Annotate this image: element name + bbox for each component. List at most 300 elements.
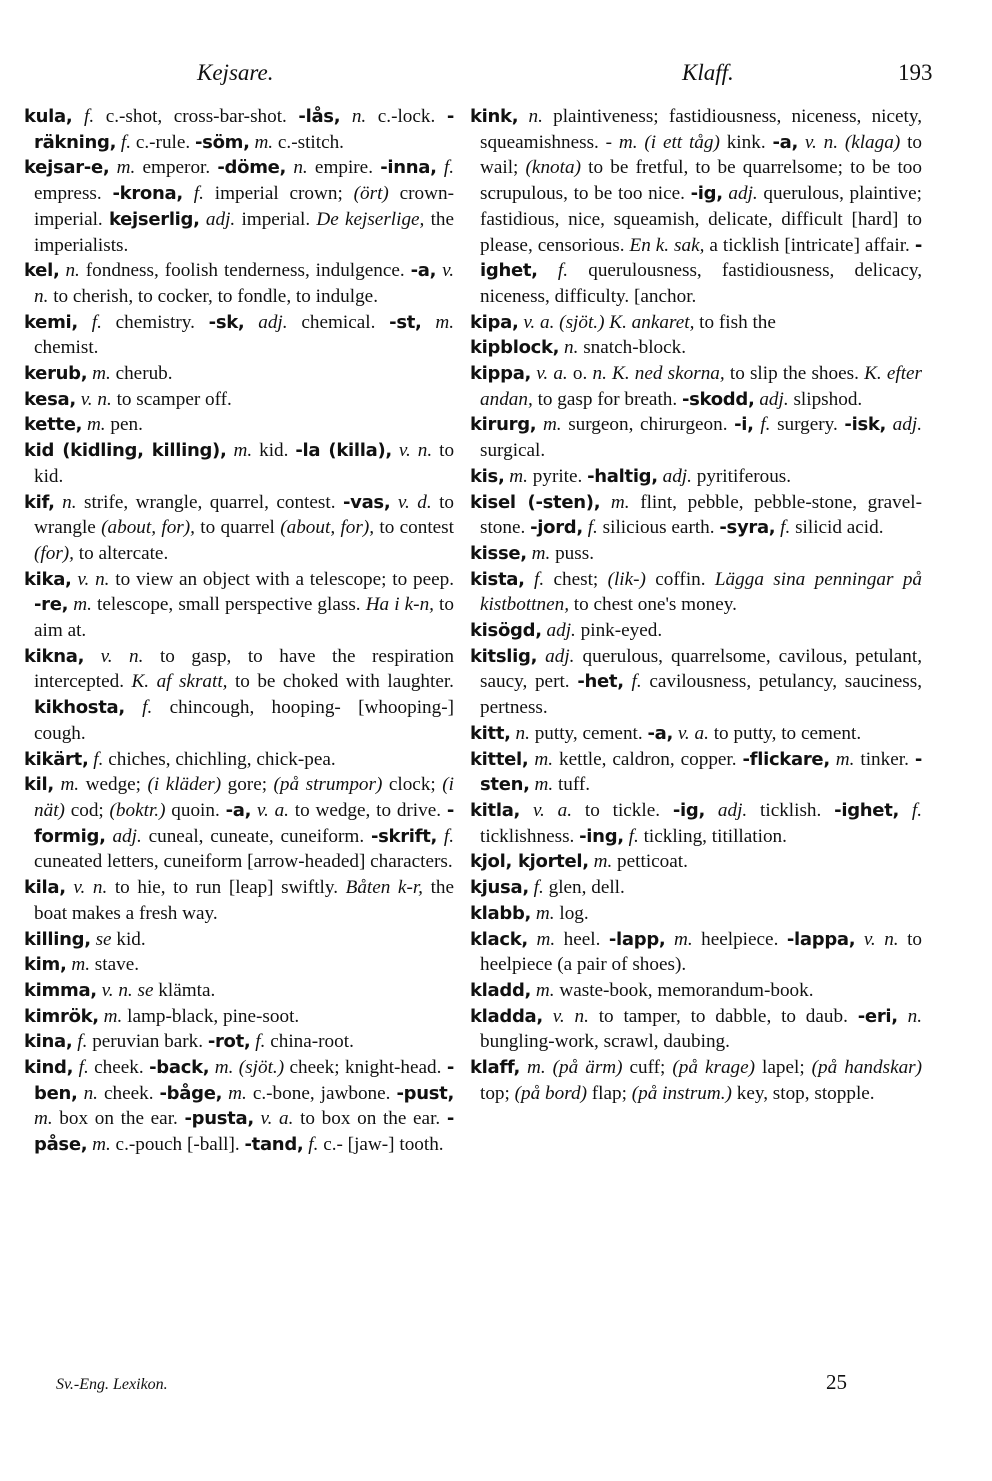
definition-text: c.-rule. bbox=[131, 131, 195, 153]
headword: -båge, bbox=[159, 1082, 223, 1104]
definition-text bbox=[899, 800, 912, 821]
definition-text: empire. bbox=[307, 157, 381, 179]
grammar-label: f. bbox=[120, 131, 132, 153]
definition-text bbox=[525, 569, 534, 590]
grammar-label: adj. bbox=[728, 183, 758, 205]
headword: -ig, bbox=[672, 799, 706, 821]
grammar-label: m. bbox=[73, 594, 92, 616]
grammar-label: n. K. ned skorna, bbox=[592, 363, 725, 385]
grammar-label: m. bbox=[673, 928, 693, 950]
grammar-label: v. n. bbox=[398, 440, 433, 462]
headword: kesa, bbox=[24, 388, 76, 410]
definition-text: querulousness, fastidiousness, delicacy, niceness, difficulty. [anchor. bbox=[480, 260, 922, 307]
dictionary-entry bbox=[470, 541, 922, 567]
dictionary-entry bbox=[24, 927, 454, 953]
headword: -st, bbox=[389, 311, 422, 333]
definition-text bbox=[55, 492, 62, 513]
headword: kis, bbox=[470, 465, 505, 487]
grammar-label: (på krage) bbox=[672, 1057, 756, 1079]
grammar-label: m. bbox=[610, 491, 630, 513]
headword: -back, bbox=[149, 1057, 210, 1079]
definition-text: silicious earth. bbox=[597, 517, 720, 539]
definition-text bbox=[898, 1006, 908, 1027]
headword: kimrök, bbox=[24, 1005, 99, 1027]
grammar-label: v. a. (sjöt.) K. ankaret, bbox=[523, 311, 695, 333]
definition-text: crown-imperial. bbox=[34, 183, 454, 230]
headword: kitt, bbox=[470, 722, 511, 744]
grammar-label: m. bbox=[34, 1108, 53, 1130]
headword: kista, bbox=[470, 568, 525, 590]
definition-text: to chest one's money. bbox=[569, 594, 737, 616]
definition-text bbox=[183, 183, 194, 204]
grammar-label: Ha i k-n, bbox=[365, 594, 434, 616]
definition-text: kink. bbox=[719, 131, 773, 153]
definition-text: cheek. bbox=[88, 1057, 150, 1079]
definition-text bbox=[886, 414, 893, 435]
definition-text: pyritiferous. bbox=[691, 465, 792, 487]
definition-text bbox=[422, 312, 436, 333]
headword: -a, bbox=[647, 722, 674, 744]
grammar-label: m. bbox=[254, 131, 274, 153]
headword: kejsar-e, bbox=[24, 157, 110, 179]
left-column bbox=[24, 104, 454, 1158]
headword: kerub, bbox=[24, 363, 88, 385]
headword: kikna, bbox=[24, 645, 85, 667]
headword: -a, bbox=[772, 131, 799, 153]
grammar-label: adj. bbox=[717, 799, 748, 821]
grammar-label: K. af skratt, bbox=[131, 671, 228, 693]
dictionary-entry bbox=[24, 310, 454, 361]
dictionary-entry bbox=[24, 490, 454, 567]
definition-text bbox=[78, 312, 92, 333]
dictionary-entry bbox=[24, 978, 454, 1004]
definition-text: plaintiveness; fastidiousness, niceness, nicety, squeamishness. - bbox=[480, 106, 923, 153]
definition-text: cuneated letters, cuneiform [arrow-headed] characters. bbox=[34, 851, 453, 873]
definition-text: c.-pouch [-ball]. bbox=[110, 1134, 245, 1156]
grammar-label: m. bbox=[593, 851, 613, 873]
definition-text: cheek. bbox=[97, 1082, 160, 1104]
dictionary-entry bbox=[24, 387, 454, 413]
grammar-label: m. bbox=[103, 1005, 123, 1027]
dictionary-entry bbox=[24, 567, 454, 644]
definition-text: surgeon, chirurgeon. bbox=[561, 414, 735, 436]
definition-text: pyrite. bbox=[527, 465, 588, 487]
definition-text: silicid acid. bbox=[790, 517, 884, 539]
grammar-label: m. bbox=[835, 748, 855, 770]
headword: -ing, bbox=[579, 825, 624, 847]
grammar-label: (about, for), bbox=[280, 517, 375, 539]
grammar-label: m. bbox=[531, 542, 551, 564]
definition-text: pen. bbox=[105, 414, 143, 436]
definition-text: kid. bbox=[252, 440, 296, 462]
grammar-label: n. bbox=[351, 106, 367, 127]
dictionary-entry bbox=[24, 952, 454, 978]
headword: kim, bbox=[24, 954, 67, 976]
grammar-label: f. bbox=[587, 517, 598, 539]
grammar-label: Lägga sina penningar på kistbottnen, bbox=[480, 568, 923, 616]
grammar-label: v. n. (klaga) bbox=[804, 131, 901, 153]
definition-text: chemist. bbox=[34, 337, 99, 359]
definition-text bbox=[600, 492, 611, 513]
headword: -inna, bbox=[380, 157, 437, 179]
definition-text bbox=[624, 671, 632, 692]
headword: kikhosta, bbox=[34, 697, 125, 719]
headword: -ighet, bbox=[834, 799, 900, 821]
definition-text: chiches, chichling, chick-pea. bbox=[103, 748, 336, 770]
grammar-label: n. bbox=[293, 157, 308, 179]
definition-text: c.-bone, jawbone. bbox=[246, 1082, 397, 1104]
grammar-label: m. bbox=[92, 1134, 111, 1156]
definition-text bbox=[390, 492, 397, 513]
grammar-label: m. bbox=[534, 774, 554, 796]
definition-text bbox=[536, 414, 543, 435]
grammar-label: K. efter andan, bbox=[480, 363, 923, 410]
grammar-label: v. d. bbox=[397, 491, 432, 513]
definition-text: heel. bbox=[555, 928, 609, 950]
headword: kette, bbox=[24, 414, 83, 436]
definition-text: to kid. bbox=[34, 440, 455, 487]
headword: kladda, bbox=[470, 1005, 543, 1027]
headword: -pust, bbox=[396, 1082, 454, 1104]
definition-text: log. bbox=[554, 902, 589, 924]
grammar-label: m. bbox=[116, 157, 136, 179]
definition-text: klämta. bbox=[153, 979, 216, 1001]
grammar-label: (på instrum.) bbox=[631, 1082, 732, 1104]
grammar-label: adj. bbox=[759, 388, 789, 410]
grammar-label: m. bbox=[509, 465, 528, 487]
definition-text: empress. bbox=[34, 183, 113, 205]
definition-text: peruvian bark. bbox=[87, 1031, 208, 1053]
headword: kisel (-sten), bbox=[470, 491, 601, 513]
definition-text: to scamper off. bbox=[111, 388, 232, 410]
headword: kjusa, bbox=[470, 877, 529, 899]
definition-text bbox=[665, 929, 674, 950]
definition-text bbox=[227, 440, 234, 461]
dictionary-entry bbox=[470, 901, 922, 927]
grammar-label: v. n. bbox=[77, 568, 110, 590]
headword: kipa, bbox=[470, 311, 519, 333]
grammar-label: f. bbox=[443, 157, 455, 179]
headword: -haltig, bbox=[587, 465, 658, 487]
headword: kila, bbox=[24, 877, 66, 899]
headword: -la (killa), bbox=[295, 440, 392, 462]
definition-text: to contest bbox=[374, 517, 454, 539]
headword: klaff, bbox=[470, 1057, 521, 1079]
definition-text: lamp-black, pine-soot. bbox=[122, 1005, 300, 1027]
definition-text: to wedge, to drive. bbox=[288, 799, 447, 821]
headword: kippa, bbox=[470, 363, 532, 385]
footer-signature: Sv.-Eng. Lexikon. bbox=[56, 1376, 168, 1393]
definition-text: glen, dell. bbox=[543, 877, 625, 899]
headword: kil, bbox=[24, 774, 54, 796]
definition-text bbox=[437, 157, 444, 178]
definition-text bbox=[125, 697, 142, 718]
definition-text: putty, cement. bbox=[529, 722, 648, 744]
definition-text: petticoat. bbox=[612, 851, 688, 873]
headword: -lapp, bbox=[608, 928, 666, 950]
grammar-label: adj. bbox=[112, 825, 142, 847]
headword: -i, bbox=[734, 414, 754, 436]
headword: -eri, bbox=[857, 1005, 898, 1027]
grammar-label: v. n. bbox=[552, 1005, 589, 1027]
grammar-label: m. (på ärm) bbox=[527, 1057, 623, 1079]
grammar-label: n. bbox=[83, 1082, 98, 1104]
grammar-label: m. (sjöt.) bbox=[214, 1057, 285, 1079]
definition-text: ticklish. bbox=[747, 799, 835, 821]
grammar-label: m. bbox=[535, 902, 555, 924]
dictionary-entry bbox=[470, 849, 922, 875]
definition-text: to slip the shoes. bbox=[724, 363, 865, 385]
definition-text: to cherish, to cocker, to fondle, to indulge. bbox=[48, 285, 378, 307]
grammar-label: Båten k-r, bbox=[345, 877, 423, 899]
definition-text: key, stop, stopple. bbox=[731, 1082, 875, 1104]
dictionary-entry bbox=[470, 798, 922, 849]
grammar-label: f. bbox=[77, 1031, 88, 1053]
dictionary-entry bbox=[470, 464, 922, 490]
headword: -påse, bbox=[34, 1108, 455, 1156]
dictionary-entry bbox=[470, 335, 922, 361]
grammar-label: f. bbox=[78, 1057, 89, 1079]
headword: -ben, bbox=[34, 1057, 455, 1104]
headword: -vas, bbox=[342, 491, 391, 513]
headword: kina, bbox=[24, 1031, 73, 1053]
dictionary-entry bbox=[470, 310, 922, 336]
dictionary-entry bbox=[470, 747, 922, 798]
definition-text: ticklishness. bbox=[480, 825, 580, 847]
grammar-label: (i nät) bbox=[34, 774, 454, 821]
definition-text bbox=[855, 929, 864, 950]
definition-text: heelpiece. bbox=[692, 928, 787, 950]
dictionary-entry bbox=[470, 978, 922, 1004]
headword: -re, bbox=[34, 594, 69, 616]
headword: kipblock, bbox=[470, 337, 560, 359]
headword: -flickare, bbox=[742, 748, 830, 770]
headword: kittel, bbox=[470, 748, 529, 770]
definition-text bbox=[518, 106, 528, 127]
grammar-label: (boktr.) bbox=[109, 799, 166, 821]
grammar-label: m. bbox=[228, 1082, 247, 1104]
grammar-label: m. bbox=[435, 311, 455, 333]
definition-text: to view an object with a telescope; to peep. bbox=[109, 568, 455, 590]
headword: kitslig, bbox=[470, 645, 538, 667]
definition-text: snatch-block. bbox=[578, 337, 687, 359]
headword: kemi, bbox=[24, 311, 78, 333]
grammar-label: (på bord) bbox=[514, 1082, 587, 1104]
dictionary-entry bbox=[24, 1029, 454, 1055]
definition-text: to wail; bbox=[480, 131, 922, 179]
definition-text: tuff. bbox=[553, 774, 591, 796]
grammar-label: (knota) bbox=[525, 157, 581, 179]
definition-text: telescope, small perspective glass. bbox=[91, 594, 366, 616]
grammar-label: adj. bbox=[258, 311, 288, 333]
definition-text: to be fretful, to be quarrelsome; to be too scrupulous, to be too nice. bbox=[480, 157, 922, 205]
definition-text: cuff; bbox=[622, 1057, 673, 1079]
definition-text: to gasp, to have the respiration intercepted. bbox=[34, 645, 455, 693]
dictionary-entry bbox=[470, 361, 922, 412]
headword: -formig, bbox=[34, 799, 454, 847]
definition-text: chincough, hooping- [whooping-] cough. bbox=[34, 697, 454, 744]
headword: klack, bbox=[470, 928, 528, 950]
grammar-label: n. bbox=[65, 260, 80, 282]
dictionary-entry bbox=[24, 258, 454, 309]
definition-text bbox=[254, 1108, 261, 1129]
grammar-label: m. bbox=[534, 748, 554, 770]
definition-text bbox=[72, 106, 84, 127]
grammar-label: v. n. bbox=[73, 877, 108, 899]
definition-text: clock; bbox=[382, 774, 443, 796]
definition-text: quoin. bbox=[165, 799, 226, 821]
headword: kimma, bbox=[24, 979, 97, 1001]
definition-text: to fish the bbox=[694, 311, 776, 333]
headword: kladd, bbox=[470, 979, 532, 1001]
grammar-label: f. bbox=[193, 183, 204, 205]
definition-text: to hie, to run [leap] swiftly. bbox=[107, 877, 346, 899]
definition-text: to wrangle bbox=[34, 491, 455, 539]
grammar-label: f. bbox=[533, 877, 544, 899]
definition-text: top; bbox=[480, 1082, 515, 1104]
definition-text: cuneal, cuneate, cuneiform. bbox=[141, 825, 371, 847]
headword: kid (kidling, killing), bbox=[24, 440, 227, 462]
grammar-label: v. a. bbox=[532, 799, 573, 821]
grammar-label: n. bbox=[564, 337, 579, 359]
dictionary-entry bbox=[24, 772, 454, 875]
headword: -sk, bbox=[208, 311, 245, 333]
dictionary-entry bbox=[470, 721, 922, 747]
dictionary-entry bbox=[24, 1004, 454, 1030]
definition-text: to tickle. bbox=[572, 799, 673, 821]
dictionary-entry bbox=[24, 1055, 454, 1158]
headword: -lappa, bbox=[786, 928, 856, 950]
grammar-label: f. bbox=[557, 260, 569, 282]
grammar-label: v. n. se bbox=[101, 979, 154, 1001]
definition-text: c.-stitch. bbox=[273, 131, 344, 153]
grammar-label: m. bbox=[233, 440, 253, 462]
headword: -rot, bbox=[207, 1031, 251, 1053]
headword: -krona, bbox=[112, 183, 183, 205]
definition-text bbox=[537, 646, 545, 667]
definition-text: surgical. bbox=[480, 440, 546, 462]
headword: -döme, bbox=[217, 157, 287, 179]
grammar-label: v. n. bbox=[100, 645, 144, 667]
headword: kjol, kjortel, bbox=[470, 851, 589, 873]
grammar-label: (i kläder) bbox=[147, 774, 222, 796]
grammar-label: adj. bbox=[662, 465, 692, 487]
definition-text: o. bbox=[567, 363, 593, 385]
headword: -ighet, bbox=[480, 234, 922, 282]
definition-text bbox=[543, 1006, 553, 1027]
grammar-label: adj. bbox=[205, 208, 236, 230]
grammar-label: De kejserlige, bbox=[316, 208, 425, 230]
definition-text: lapel; bbox=[755, 1057, 812, 1079]
dictionary-entry bbox=[24, 644, 454, 747]
dictionary-entry bbox=[24, 361, 454, 387]
definition-text bbox=[538, 260, 558, 281]
definition-text: querulous, quarrelsome, cavilous, petulant, saucy, pert. bbox=[480, 645, 923, 693]
headword: kif, bbox=[24, 491, 55, 513]
grammar-label: f. bbox=[631, 671, 642, 693]
grammar-label: m. bbox=[92, 363, 111, 385]
headword: kel, bbox=[24, 260, 60, 282]
grammar-label: f. bbox=[308, 1134, 319, 1156]
dictionary-entry bbox=[470, 104, 922, 310]
definition-text: cod; bbox=[64, 799, 110, 821]
definition-text: to aim at. bbox=[34, 594, 454, 642]
grammar-label: (lik-) bbox=[607, 568, 646, 590]
grammar-label: (ört) bbox=[353, 183, 389, 205]
grammar-label: m. bbox=[60, 774, 80, 796]
definition-text bbox=[520, 1057, 527, 1078]
page-header bbox=[0, 60, 992, 100]
definition-text: to gasp for breath. bbox=[532, 388, 682, 410]
definition-text: the imperialists. bbox=[34, 208, 455, 256]
grammar-label: m. bbox=[536, 928, 556, 950]
definition-text: to putty, to cement. bbox=[708, 722, 862, 744]
definition-text bbox=[340, 106, 352, 127]
grammar-label: m. bbox=[535, 979, 555, 1001]
definition-text: waste-book, memorandum-book. bbox=[554, 979, 814, 1001]
definition-text: gore; bbox=[221, 774, 274, 796]
grammar-label: f. bbox=[84, 106, 95, 127]
headword: -tand, bbox=[244, 1134, 304, 1156]
definition-text: to tamper, to dabble, to daub. bbox=[588, 1005, 858, 1027]
grammar-label: v. n. bbox=[34, 260, 454, 307]
grammar-label: f. bbox=[760, 414, 771, 436]
headword: -skodd, bbox=[681, 388, 755, 410]
headword: klabb, bbox=[470, 902, 532, 924]
definition-text: bungling-work, scrawl, daubing. bbox=[480, 1031, 730, 1053]
definition-text: strife, wrangle, quarrel, contest. bbox=[76, 491, 343, 513]
definition-text: kid. bbox=[111, 928, 146, 950]
right-guide-word: Klaff. bbox=[682, 60, 734, 85]
grammar-label: f. bbox=[93, 748, 104, 770]
definition-text: imperial crown; bbox=[203, 183, 354, 205]
headword: kejserlig, bbox=[108, 208, 200, 230]
definition-text: querulous, plaintive; fastidious, nice, squeamish, delicate, difficult [hard] to please, censorious. bbox=[480, 183, 922, 256]
headword: -het, bbox=[577, 671, 624, 693]
grammar-label: m. (i ett tåg) bbox=[618, 131, 720, 153]
grammar-label: n. bbox=[907, 1005, 923, 1027]
headword: kink, bbox=[470, 106, 519, 127]
definition-text: cherub. bbox=[110, 363, 173, 385]
headword: -sten, bbox=[480, 748, 922, 796]
definition-text: the boat makes a fresh way. bbox=[34, 877, 455, 924]
definition-text: coffin. bbox=[645, 568, 715, 590]
definition-text: imperial. bbox=[235, 208, 317, 230]
definition-text: chemical. bbox=[287, 311, 390, 333]
headword: -lås, bbox=[298, 106, 341, 127]
dictionary-entry bbox=[470, 1055, 922, 1106]
dictionary-entry bbox=[24, 875, 454, 926]
dictionary-entry bbox=[24, 155, 454, 258]
definition-text: emperor. bbox=[135, 157, 218, 179]
page-number: 193 bbox=[898, 60, 933, 85]
definition-text: to be choked with laughter. bbox=[227, 671, 454, 693]
grammar-label: f. bbox=[91, 311, 102, 333]
definition-text: kettle, caldron, copper. bbox=[553, 748, 743, 770]
headword: -syra, bbox=[719, 517, 776, 539]
grammar-label: f. bbox=[911, 799, 923, 821]
headword: -söm, bbox=[195, 131, 250, 153]
grammar-label: v. a. bbox=[677, 722, 709, 744]
grammar-label: adj. bbox=[545, 645, 575, 667]
grammar-label: m. bbox=[86, 414, 106, 436]
grammar-label: adj. bbox=[892, 414, 922, 436]
definition-text: stave. bbox=[90, 954, 140, 976]
grammar-label: n. bbox=[62, 491, 77, 513]
definition-text bbox=[520, 800, 533, 821]
grammar-label: v. a. bbox=[536, 363, 568, 385]
dictionary-entry bbox=[470, 567, 922, 618]
